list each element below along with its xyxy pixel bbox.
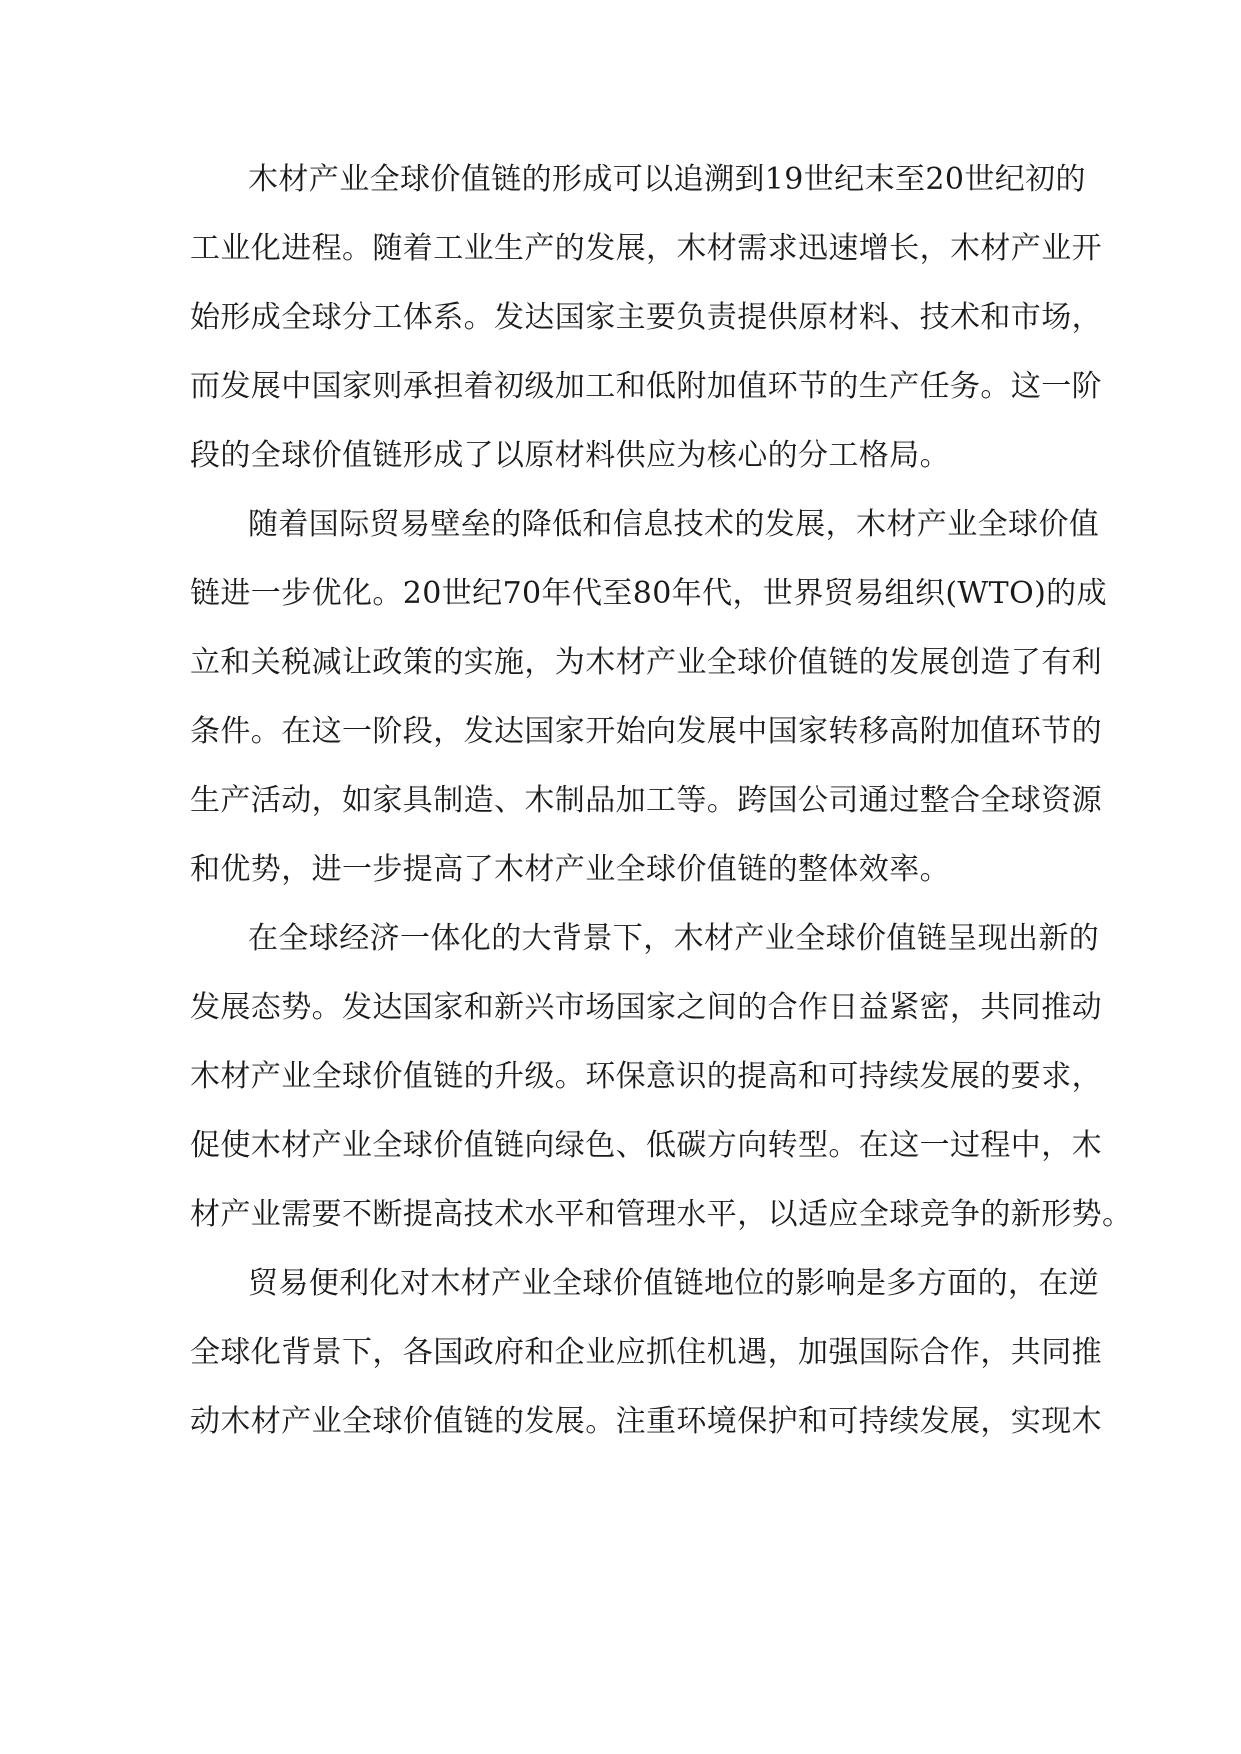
text-line: 在全球经济一体化的大背景下，木材产业全球价值链呈现出新的 <box>248 921 1100 956</box>
text-line: 发展态势。发达国家和新兴市场国家之间的合作日益紧密，共同推动 <box>190 990 1102 1025</box>
paragraph-1 <box>190 145 1102 490</box>
text-line: 全球化背景下，各国政府和企业应抓住机遇，加强国际合作，共同推 <box>190 1335 1102 1370</box>
text-line: 随着国际贸易壁垒的降低和信息技术的发展，木材产业全球价值 <box>248 507 1100 542</box>
paragraph-4 <box>190 1249 1102 1456</box>
text-line: 生产活动，如家具制造、木制品加工等。跨国公司通过整合全球资源 <box>190 783 1102 818</box>
text-line: 立和关税减让政策的实施，为木材产业全球价值链的发展创造了有利 <box>190 645 1102 680</box>
text-line: 条件。在这一阶段，发达国家开始向发展中国家转移高附加值环节的 <box>190 714 1102 749</box>
text-line: 链进一步优化。20世纪70年代至80年代，世界贸易组织(WTO)的成 <box>190 576 1107 611</box>
text-line: 和优势，进一步提高了木材产业全球价值链的整体效率。 <box>190 852 950 887</box>
body-text <box>190 145 1133 1456</box>
text-line: 而发展中国家则承担着初级加工和低附加值环节的生产任务。这一阶 <box>190 369 1102 404</box>
paragraph-3 <box>190 904 1133 1249</box>
text-line: 动木材产业全球价值链的发展。注重环境保护和可持续发展，实现木 <box>190 1404 1102 1439</box>
paragraph-2 <box>190 490 1107 904</box>
text-line: 贸易便利化对木材产业全球价值链地位的影响是多方面的，在逆 <box>248 1266 1100 1301</box>
text-line: 段的全球价值链形成了以原材料供应为核心的分工格局。 <box>190 438 950 473</box>
text-line: 材产业需要不断提高技术水平和管理水平，以适应全球竞争的新形势。 <box>190 1197 1133 1232</box>
text-line: 始形成全球分工体系。发达国家主要负责提供原材料、技术和市场， <box>190 300 1102 335</box>
text-line: 木材产业全球价值链的形成可以追溯到19世纪末至20世纪初的 <box>248 162 1086 197</box>
text-line: 促使木材产业全球价值链向绿色、低碳方向转型。在这一过程中，木 <box>190 1128 1102 1163</box>
text-line: 工业化进程。随着工业生产的发展，木材需求迅速增长，木材产业开 <box>190 231 1102 266</box>
text-line: 木材产业全球价值链的升级。环保意识的提高和可持续发展的要求， <box>190 1059 1102 1094</box>
